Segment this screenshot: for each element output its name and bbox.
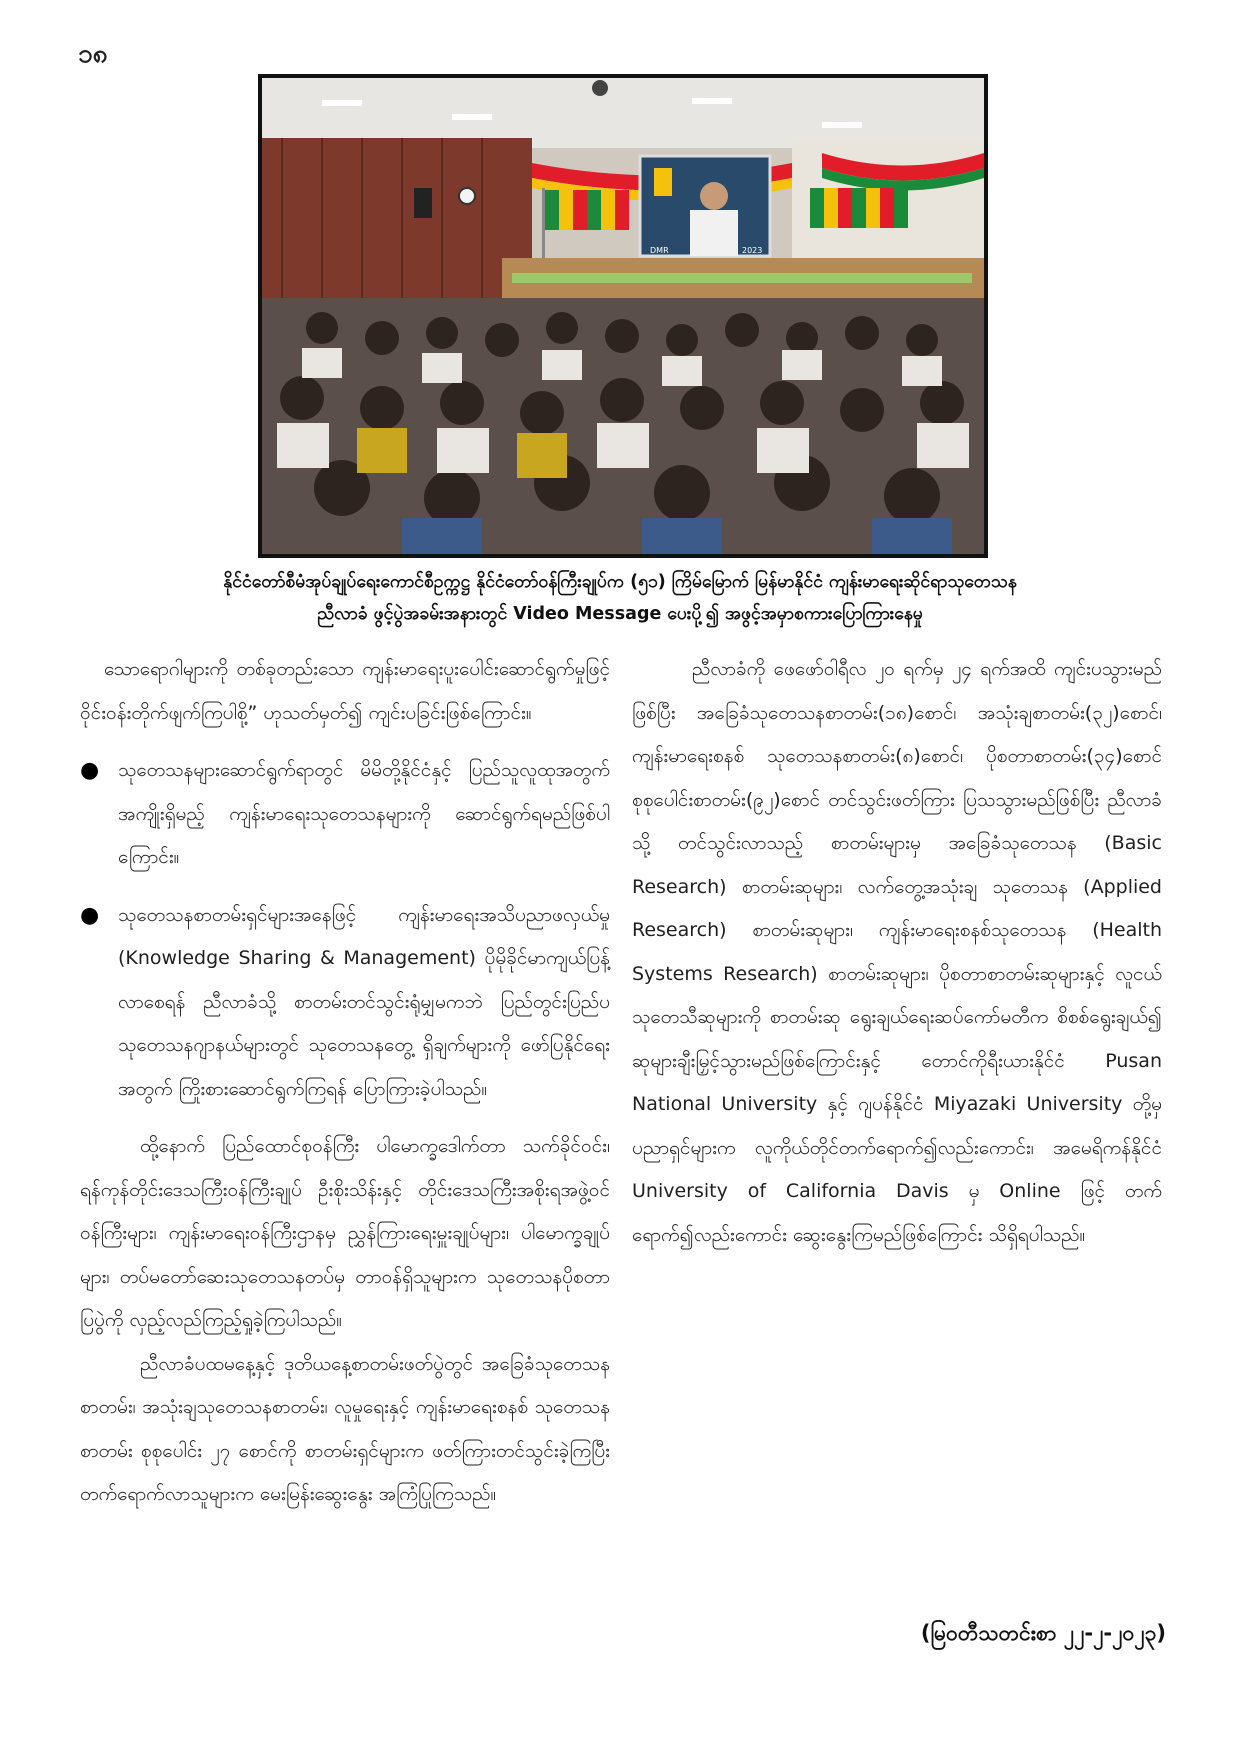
conference-photo <box>258 74 988 558</box>
left-paragraph-2: ထို့နောက် ပြည်ထောင်စုဝန်ကြီး ပါမောက္ခဒေါက်တာ သက်ခိုင်ဝင်း၊ ရန်ကုန်တိုင်းဒေသကြီးဝန်ကြီးချုပ် ဦးစိုးသိန်းနှင့် တိုင်းဒေသကြီးအစိုးရအဖွဲ့ဝင်ဝန်ကြီးများ၊ ကျန်းမာရေးဝန်ကြီးဌာနမှ ညွှန်ကြားရေးမှူးချုပ်များ၊ ပါမောက္ခချုပ်များ၊ တပ်မတော်ဆေးသုတေသနတပ်မှ တာဝန်ရှိသူများက သုတေသနပိုစတာပြပွဲကို လှည့်လည်ကြည့်ရှုခဲ့ကြပါသည်။ <box>80 1135 610 1331</box>
caption-line-2: ညီလာခံ ဖွင့်ပွဲအခမ်းအနားတွင် Video Message ပေးပို့၍ အဖွင့်အမှာစကားပြောကြားနေမှု <box>317 604 923 624</box>
source-citation: (မြဝတီသတင်းစာ ၂၂-၂-၂၀၂၃) <box>920 1621 1166 1645</box>
caption-line-1: နိုင်ငံတော်စီမံအုပ်ချုပ်ရေးကောင်စီဥက္ကဋ္ဌ နိုင်ငံတော်ဝန်ကြီးချုပ်က (၅၁) ကြိမ်မြောက် မြန်မာနိုင်ငံ ကျန်းမာရေးဆိုင်ရာသုတေသန <box>223 572 1017 592</box>
conference-hall-illustration <box>262 78 984 554</box>
bullet-dot-icon: ● <box>80 902 100 928</box>
bullet-item-2 <box>80 894 610 1112</box>
left-column <box>80 648 610 1517</box>
right-column <box>632 648 1162 1257</box>
right-paragraph-1: ညီလာခံကို ဖေဖော်ဝါရီလ ၂၀ ရက်မှ ၂၄ ရက်အထိ ကျင်းပသွားမည်ဖြစ်ပြီး အခြေခံသုတေသနစာတမ်း(၁၈)စောင်၊ အသုံးချစာတမ်း(၃၂)စောင်၊ ကျန်းမာရေးစနစ် သုတေသနစာတမ်း(၈)စောင်၊ ပိုစတာစာတမ်း(၃၄)စောင် စုစုပေါင်းစာတမ်း(၉၂)စောင် တင်သွင်းဖတ်ကြား ပြသသွားမည်ဖြစ်ပြီး ညီလာခံသို့ တင်သွင်းလာသည့် စာတမ်းများမှ အခြေခံသုတေသန (Basic Research) စာတမ်းဆုများ၊ လက်တွေ့အသုံးချ သုတေသန (Applied Research) စာတမ်းဆုများ၊ ကျန်းမာရေးစနစ်သုတေသန (Health Systems Research) စာတမ်းဆုများ၊ ပိုစတာစာတမ်းဆုများနှင့် လူငယ်သုတေသီဆုများကို စာတမ်းဆု ရွေးချယ်ရေးဆပ်ကော်မတီက စိစစ်ရွေးချယ်၍ ဆုများချီးမြှင့်သွားမည်ဖြစ်ကြောင်းနှင့် တောင်ကိုရီးယားနိုင်ငံ Pusan National University နှင့် ဂျပန်နိုင်ငံ Miyazaki University တို့မှ ပညာရှင်များက လူကိုယ်တိုင်တက်ရောက်၍လည်းကောင်း၊ အမေရိကန်နိုင်ငံ University of California Davis မှ Online ဖြင့် တက်ရောက်၍လည်းကောင်း ဆွေးနွေးကြမည်ဖြစ်ကြောင်း သိရှိရပါသည်။ <box>632 658 1162 1246</box>
svg-text:DMR: DMR <box>650 246 669 255</box>
bullet-item-1 <box>80 749 610 880</box>
bullet-text-2: သုတေသနစာတမ်းရှင်များအနေဖြင့် ကျန်းမာရေးအသိပညာဖလှယ်မှု (Knowledge Sharing & Management) ပိုမိုခိုင်မာကျယ်ပြန့်လာစေရန် ညီလာခံသို့ စာတမ်းတင်သွင်းရုံမျှမကဘဲ ပြည်တွင်းပြည်ပ သုတေသနဂျာနယ်များတွင် သုတေသနတွေ့ ရှိချက်များကို ဖော်ပြနိုင်ရေးအတွက် ကြိုးစားဆောင်ရွက်ကြရန် ပြောကြားခဲ့ပါသည်။ <box>118 903 610 1100</box>
bullet-dot-icon: ● <box>80 758 100 783</box>
photo-caption <box>60 566 1180 630</box>
page-number: ၁၈ <box>78 39 108 69</box>
svg-text:2023: 2023 <box>742 246 763 255</box>
bullet-text-1: သုတေသနများဆောင်ရွက်ရာတွင် မိမိတို့နိုင်ငံနှင့် ပြည်သူလူထုအတွက် အကျိုးရှိမည့် ကျန်းမာရေးသုတေသနများကို ဆောင်ရွက်ရမည်ဖြစ်ပါကြောင်း။ <box>118 759 610 868</box>
left-paragraph-3: ညီလာခံပထမနေ့နှင့် ဒုတိယနေ့စာတမ်းဖတ်ပွဲတွင် အခြေခံသုတေသနစာတမ်း၊ အသုံးချသုတေသနစာတမ်း၊ လူမှုရေးနှင့် ကျန်းမာရေးစနစ် သုတေသနစာတမ်း စုစုပေါင်း ၂၇ စောင်ကို စာတမ်းရှင်များက ဖတ်ကြားတင်သွင်းခဲ့ကြပြီး တက်ရောက်လာသူများက မေးမြန်းဆွေးနွေး အကြံပြုကြသည်။ <box>80 1352 610 1505</box>
left-paragraph-1: သောရောဂါများကို တစ်ခုတည်းသော ကျန်းမာရေးပူးပေါင်းဆောင်ရွက်မှုဖြင့် ဝိုင်းဝန်းတိုက်ဖျက်ကြပါစို့” ဟုသတ်မှတ်၍ ကျင်းပခြင်းဖြစ်ကြောင်း။ <box>80 658 610 724</box>
